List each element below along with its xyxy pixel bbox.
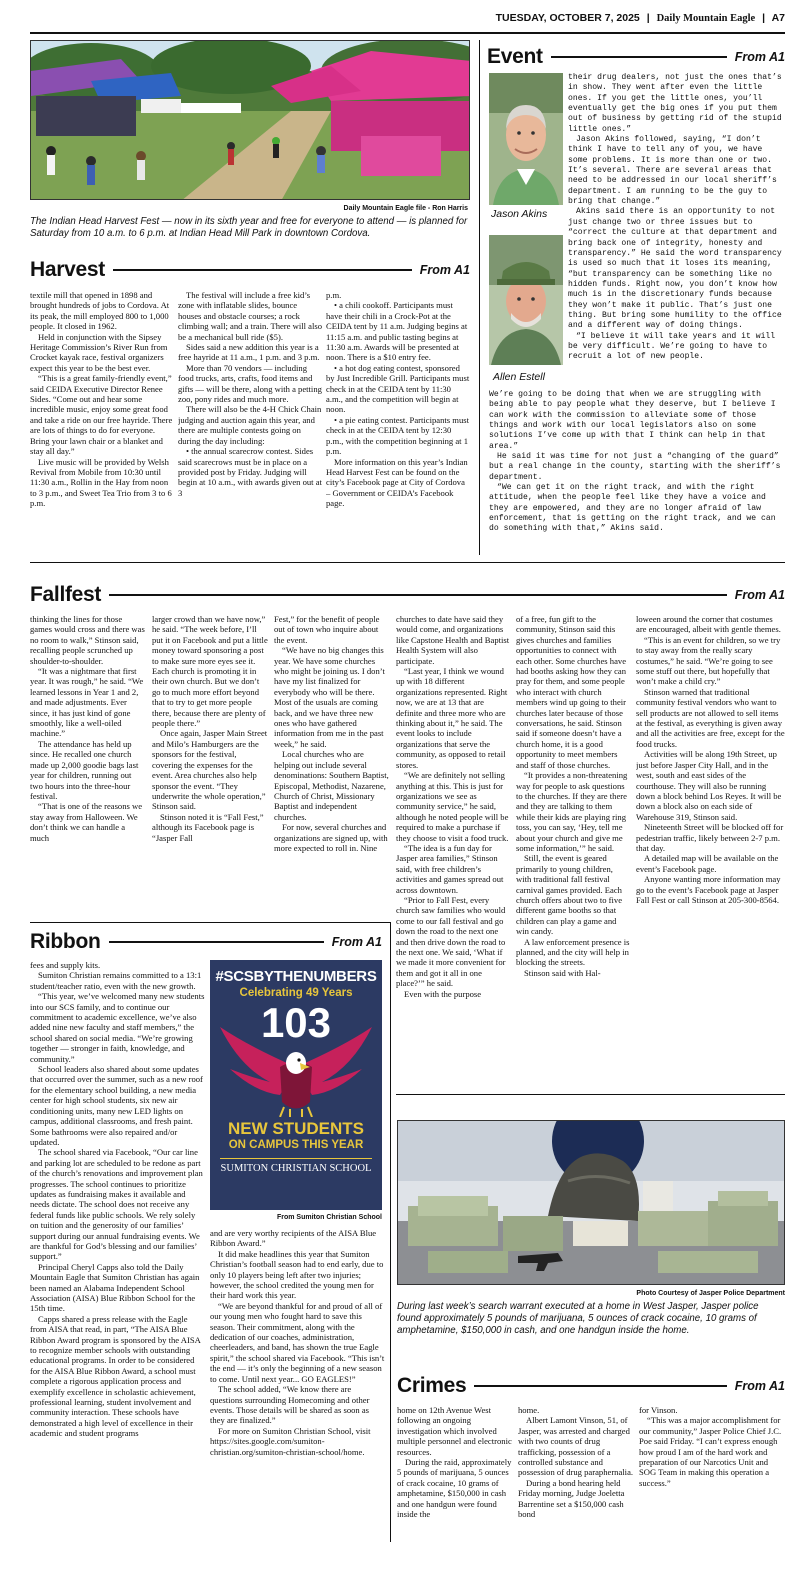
fallfest-title: Fallfest [30,583,102,606]
crimes-jump: From A1 [734,1379,785,1393]
paragraph: Local churches who are helping out include several denominations: Southern Baptist, Episcopal, Methodist, Nazarene, Church of Christ, Missionary Baptist and independent churches. [274,749,389,822]
paragraph: There will also be the 4-H Chick Chain judging and auction again this year, and there are multiple contests going on during the day including: [178,404,322,446]
paragraph: Fest,” for the benefit of people out of town who inquire about the event. [274,614,380,645]
paragraph: The attendance has held up since. He recalled one church made up 2,000 goodie bags last year for children, running out two hours into the three-hour festival. [30,738,139,801]
paragraph: He said it was time for not just a “changing of the guard” but a real change in the county, starting with the sheriff’s department. [489,452,781,482]
harvest-col2 [178,290,322,582]
allen-estell-caption: Allen Estell [493,371,545,383]
crimes-col3 [639,1405,785,1542]
paragraph: textile mill that opened in 1898 and brought hundreds of jobs to Cordova. At its peak, the mill employed 800 to 1,000 people. It closed in 1962. [30,290,170,332]
ribbon-header [30,929,382,955]
paragraph: “Last year, I think we wound up with 18 different organizations represented. Right now, we are at 13 that are definite and three more who are thinking about it,” he said. The event looks to include organizations that serve the community, as opposed to retail stores. [396,666,508,770]
allen-estell-portrait [489,235,563,365]
crimes-col2 [518,1405,634,1542]
paragraph: Held in conjunction with the Sipsey Heritage Commission’s River Run from Crocket kayak race, festival organizers expect this year to be the best ever. [30,331,168,373]
harvest-photo-image [31,41,470,200]
crimes-photo-caption: During last week’s search warrant executed at a home in West Jasper, Jasper police found approximately 5 pounds of marijuana, 5 ounces of crack cocaine, 10 grams of amphetamine, $150,000 in cash, and one handgun inside the home. [397,1301,759,1337]
harvest-photo [30,40,470,200]
paragraph: p.m. [326,290,342,300]
paragraph: home on 12th Avenue West following an ongoing investigation which involved multiple personnel and electronic resources. [397,1405,512,1457]
masthead-rule [30,32,785,34]
jason-akins-portrait [489,73,563,205]
paragraph: Stinson said with Hal- [524,967,601,978]
ribbon-col1 [30,960,205,1542]
jason-akins-photo [489,73,563,205]
paragraph: Capps shared a press release with the Eagle from AISA that read, in part, “The AISA Blue Ribbon Award program is sponsored by the AISA to recognize member schools with outstanding educational programs. In order to be considered for the AISA Blue Ribbon Award, a school must complete a rigorous application process and exemplify excellence in scholastic achievement, professional learning, student involvement and community interaction. These schools have demonstrated a high level of excellence in their academic and student programs [30,1313,201,1439]
fallfest-jump: From A1 [734,588,785,602]
poster-line1: NEW STUDENTS [228,1119,364,1138]
paragraph: More than 70 vendors — including food trucks, arts, crafts, food items and gifts — will be there, along with a petting zoo, pony rides and much more. [178,362,322,405]
paragraph: Anyone wanting more information may go to the event’s Facebook page at Jasper Fall Fest or call Stinson at 205-300-8564. [636,874,781,905]
paragraph: The school shared via Facebook, “Our car line and parking lot are scheduled to be redone as part of the church’s renovations and improvement plan progresses. The school continues to prioritize updates as fundraising makes it available and needs dictate. The school does not receive any federal funds like public schools. We rely solely on tuition and the generosity of our families’ support during our annual fundraising events. We are thankful for God’s blessing and our families’ support.” [30,1147,203,1262]
event-col-wide [489,390,785,555]
paragraph: for Vinson. [639,1405,678,1415]
harvest-col1 [30,290,174,582]
paragraph: For now, several churches and organizations are signed up, with more expected to roll in. Nine [274,822,388,853]
paragraph: The festival will include a free kid’s zone with inflatable slides, bounce houses and obstacle courses; a rock climbing wall; and a train. There will also be a mechanical bull ride ($5). [178,290,322,342]
paragraph: loween around the corner that costumes are encouraged, albeit with gentle themes. [636,614,781,635]
crimes-top-rule [396,1094,785,1095]
poster-celebrating: Celebrating 49 Years [239,987,353,999]
paragraph: Nineteenth Street will be blocked off for pedestrian traffic, likely between 2-7 p.m. that day. [636,822,784,853]
column-divider [479,40,480,555]
paragraph: We’re going to be doing that when we are struggling with being able to pay people what they deserve, but I believe I can work with the commission to alleviate some of those things and work with our local legislators also on some solutions I’ve come up with that I think can help in that area.” [489,390,776,451]
paragraph: Stinson noted it is “Fall Fest,” although its Facebook page is “Jasper Fall [152,811,264,843]
paragraph: thinking the lines for those games would cross and there was no room to walk,” Stinson said, recalling people scrunched up shoulder-to-shoulder. [30,614,145,666]
paragraph: “This is an event for children, so we try to stay away from the really scary costumes,” he said. “We’re going to see some stuff out there, but hopefully that won’t make a child cry.” [636,634,781,687]
jason-akins-caption: Jason Akins [491,208,548,220]
paragraph: The school added, “We know there are questions surrounding Homecoming and other events. Those details will be shared as soon as they are finalized.” [210,1384,370,1426]
fallfest-col5 [516,614,630,1089]
paragraph: “It provides a non-threatening way for people to ask questions to the churches. If they are there and they are talking to them while their kids are playing ring toss, you can say, ‘Hey, tell me about your church and give me some information,’” he said. [516,770,628,853]
paragraph: Sides said a new addition this year is a free hayride at 11 a.m., 1 p.m. and 3 p.m. [178,342,320,363]
paragraph: “We are definitely not selling anything at this. This is just for organizations we see as community service,” he said, although he noted people will be required to make a purchase if they choose to visit a food truck. [396,770,509,843]
paragraph: • a chili cookoff. Participants must have their chili in a Crock-Pot at the CEIDA tent by 11 a.m. Judging begins at 11:15 a.m. and public tasting begins at 11:30 a.m. Awards will be presented at noon. There is a $10 entry fee. [326,300,468,363]
ribbon-poster-credit: From Sumiton Christian School [276,1214,382,1221]
paragraph: “The idea is a fun day for Jasper area families,” Stinson said, with free children’s activities and games spread out across downtown. [396,842,504,895]
harvest-title: Harvest [30,258,105,281]
poster-line2: ON CAMPUS THIS YEAR [228,1139,364,1151]
paragraph: It did make headlines this year that Sumiton Christian’s football season had to end early, due to only 10 players being left after two injuries; however, the school credited the young men for their hard work this year. [210,1248,384,1301]
harvest-photo-credit: Daily Mountain Eagle file - Ron Harris [343,205,468,212]
harvest-col3 [326,290,470,582]
paragraph: During a bond hearing held Friday morning, Judge Joeletta Barrentine set a $150,000 cash bond [518,1477,625,1520]
allen-estell-photo [489,235,563,365]
fallfest-col2 [152,614,268,919]
paragraph: fees and supply kits. [30,960,101,970]
paragraph: churches to date have said they would come, and organizations like Capstone Health and Baptist Health System will also participate. [396,614,510,666]
ribbon-title: Ribbon [30,930,101,953]
paragraph: “We have no big changes this year. We have some churches who might be joining us. I don’t have my list finalized for everybody who will be there. Most of the usuals are coming back, and we have three new ones who have gathered information from me in the past week,” he said. [274,645,385,749]
paragraph: During the raid, approximately 5 pounds of marijuana, 5 ounces of crack cocaine, 10 grams of amphetamine, $150,000 in cash and one handgun were found inside the [397,1457,512,1520]
paragraph: • a hot dog eating contest, sponsored by Just Incredible Grill. Participants must check in at the CEIDA tent by 11:30 a.m., and the competition will begin at noon. [326,362,470,415]
ribbon-col2 [210,1228,385,1542]
paragraph: Even with the purpose [404,988,482,999]
masthead: TUESDAY, OCTOBER 7, 2025 | Daily Mountain Eagle | A7 [495,12,785,24]
paragraph: of a free, fun gift to the community, Stinson said this gives churches and families opportunities to connect with each other. Some churches have had booths asking how they can pray for them, and some people who interact with church members wind up going to their churches later because of those conversations, he said. Stinson said if someone doesn’t have a church home, it is a good opportunity to meet members and staff of those churches. [516,614,627,770]
ribbon-head-rule [109,941,324,943]
event-head-rule [551,56,727,58]
paragraph: “This year, we’ve welcomed many new students into our SCS family, and to continue our commitment to academic excellence, we’ve also added nine new faculty and staff members,” the school shared on social media. “We’re growing together — stronger in faith, knowledge, and community.” [30,991,205,1064]
fallfest-col1 [30,614,146,919]
paragraph: Akins said there is an opportunity to not just change two or three issues but to “correct the culture at that department and bring back one of integrity, honesty and transparency.” He said the word transparency is used so much that it loses its meaning, “but transparency can be something like no hidden funds. Right now, you don’t know how much is in the discretionary funds because they won’t make it public. That’s just one thing. But bring some humility to the office and a different way of doing things. [568,207,782,331]
paragraph: Principal Cheryl Capps also told the Daily Mountain Eagle that Sumiton Christian has again been named an Alabama Independent School Association (AISA) Blue Ribbon School for the 15th time. [30,1261,200,1314]
crimes-photo [397,1120,785,1285]
ribbon-right-rule [390,922,391,1542]
poster-number: 103 [260,999,332,1046]
paragraph: “It was a nightmare that first year. It was rough,” he said. “We learned lessons in Year 1 and 2, and made adjustments. Ever since, it has just kind of gone smoothly, like a well-oiled machine.” [30,666,144,739]
paragraph: “We can get it on the right track, and with the right attitude, when the people feel like they have a voice and they are empowered, and they are no longer afraid of law enforcement, that is getting on the right track, and we can do something with that,” Akins said. [489,483,776,534]
ribbon-top-rule [30,922,390,923]
paragraph: Once again, Jasper Main Street and Milo’s Hamburgers are the sponsors for the festival, covering the expenses for the event. Area churches also help sponsor the event. “They underwrite the whole operation,” Stinson said. [152,728,268,812]
masthead-paper: Daily Mountain Eagle [656,13,756,24]
paragraph: larger crowd than we have now,” he said. “The week before, I’ll put it on Facebook and put a little money toward sponsoring a post to make sure more eyes see it. Each church is promoting it in their own church. But we don’t go to much more effort beyond that to try to get more people there, because there are plenty of people there.” [152,614,268,729]
paragraph: “We are beyond thankful for and proud of all of our young men who fought hard to save this season. Their commitment, along with the dedication of our coaches, administration, cheerleaders, and band, has shown the true Eagle spirit,” the school shared via Facebook. “This isn’t the end — it’s only the beginning of a new season to come. Until next year... GO EAGLES!” [210,1300,385,1384]
event-jump: From A1 [734,50,785,64]
harvest-head-rule [113,269,412,271]
poster-school: SUMITON CHRISTIAN SCHOOL [220,1158,372,1174]
crimes-head-rule [474,1385,726,1387]
crimes-photo-image [398,1121,785,1285]
paragraph: Stinson warned that traditional community festival vendors who want to sell products are not allowed to sell items at the festival, as everything is given away and all the activities are free, except for the food trucks. [636,686,785,749]
paragraph: Activities will be along 19th Street, up just before Jasper City Hall, and in the west, south and east sides of the courthouse. They will also be running down a block behind Los Reyes. It will be down a block also on each side of Warehouse 319, Stinson said. [636,749,782,822]
fallfest-col6 [636,614,785,1089]
paragraph: • a pie eating contest. Participants must check in at the CEIDA tent by 12:30 p.m., with the competition beginning at 1 p.m. [326,414,469,457]
paragraph: their drug dealers, not just the ones that’s in show. They went after even the little ones. If you get the little ones, you’ll eventually get the big ones if you put them out of business by getting rid of the stupid little ones.” [568,73,782,134]
fallfest-head-rule [109,594,727,596]
paragraph: Albert Lamont Vinson, 51, of Jasper, was arrested and charged with two counts of drug trafficking, possession of a controlled substance and possession of drug paraphernalia. [518,1415,634,1478]
paragraph: More information on this year’s Indian Head Harvest Fest can be found on the city’s Facebook page at City of Cordova – Government or CEIDA’s Facebook page. [326,456,468,509]
paragraph: “That is one of the reasons we stay away from Halloween. We don’t think we can handle a much [30,801,143,843]
section-rule [30,562,785,563]
crimes-header [397,1373,785,1399]
paragraph: A law enforcement presence is planned, and the city will help in blocking the streets. [516,936,630,968]
masthead-date: TUESDAY, OCTOBER 7, 2025 [495,12,640,24]
paragraph: home. [518,1405,540,1415]
paragraph: • the annual scarecrow contest. Sides said scarecrows must be in place on a provided post by Friday. Judging will begin at 10 a.m., with awards given out at 3 [178,446,322,498]
poster-hashtag: #SCSBYTHENUMBERS [215,968,377,985]
paragraph: Jason Akins followed, saying, “I don’t think I have to tell any of you, we have some problems. It is more than one or two. It’s several. There are several areas that need to be addressed in our local sheriff’s department. I am running to be the guy to bring that change.” [568,135,777,207]
paragraph: For more on Sumiton Christian School, visit https://sites.google.com/sumiton-christian.org/sumiton-christian-school/home. [210,1425,371,1457]
paragraph: “This is a great family-friendly event,” said CEIDA Executive Director Renee Sides. “Come out and hear some incredible music, enjoy some great food and take a ride on our free hayride. There are lots of things to do for everyone. Bring your lawn chair or a blanket and stay all day.” [30,373,173,457]
crimes-col1 [397,1405,513,1542]
harvest-header [30,257,470,283]
paragraph: “I believe it will take years and it will be very difficult. We’re going to have to recruit a lot of new people. [568,331,776,362]
fallfest-col3 [274,614,390,919]
event-header [487,44,785,70]
fallfest-col4 [396,614,510,1089]
crimes-title: Crimes [397,1374,467,1397]
paragraph: A detailed map will be available on the event’s Facebook page. [636,853,779,874]
ribbon-poster [210,960,382,1210]
paragraph: and are very worthy recipients of the AISA Blue Ribbon Award.” [210,1228,377,1249]
paragraph: School leaders also shared about some updates that occurred over the summer, such as a new roof for the elementary school building, a new media center for high school students, six new air conditioning units, many new LED lights on campus, additional classrooms, and fresh paint. Some bathrooms were also repaired and/or updated. [30,1064,203,1147]
masthead-page: A7 [771,12,785,24]
harvest-jump: From A1 [419,263,470,277]
paragraph: Sumiton Christian remains committed to a 13:1 student/teacher ratio, even with the new growth. [30,970,202,991]
fallfest-header [30,582,785,608]
paragraph: Live music will be provided by Welsh Revival from Mobile from 10:30 until 11:30 a.m., Rollin in the Hay from noon to 3 p.m., and Sweet Tea Trio from 3 to 6 p.m. [30,456,172,509]
event-title: Event [487,45,543,68]
ribbon-jump: From A1 [331,935,382,949]
harvest-photo-caption: The Indian Head Harvest Fest — now in its sixth year and free for everyone to attend — is planned for Saturday from 10 a.m. to 6 p.m. at Indian Head Mill Park in downtown Cordova. [30,216,468,240]
event-col-narrow [568,73,785,388]
paragraph: “This was a major accomplishment for our community,” Jasper Police Chief J.C. Poe said Friday. “I can’t express enough how proud I am of the hard work and preparation of our Narcotics Unit and SOG Team in making this operation a success.” [639,1415,782,1488]
paragraph: Still, the event is geared primarily to young children, with traditional fall festival carnival games provided. Each church offers about two to five different game booths so that children can play a game and win candy. [516,853,623,937]
paragraph: “Prior to Fall Fest, every church saw families who would come to our fall festival and go down the road to the next one and then drive down the road to the next one. We said, ‘What if we made it more convenient for them and got it all in one place?’” he said. [396,894,506,989]
crimes-photo-credit: Photo Courtesy of Jasper Police Department [636,1290,785,1297]
